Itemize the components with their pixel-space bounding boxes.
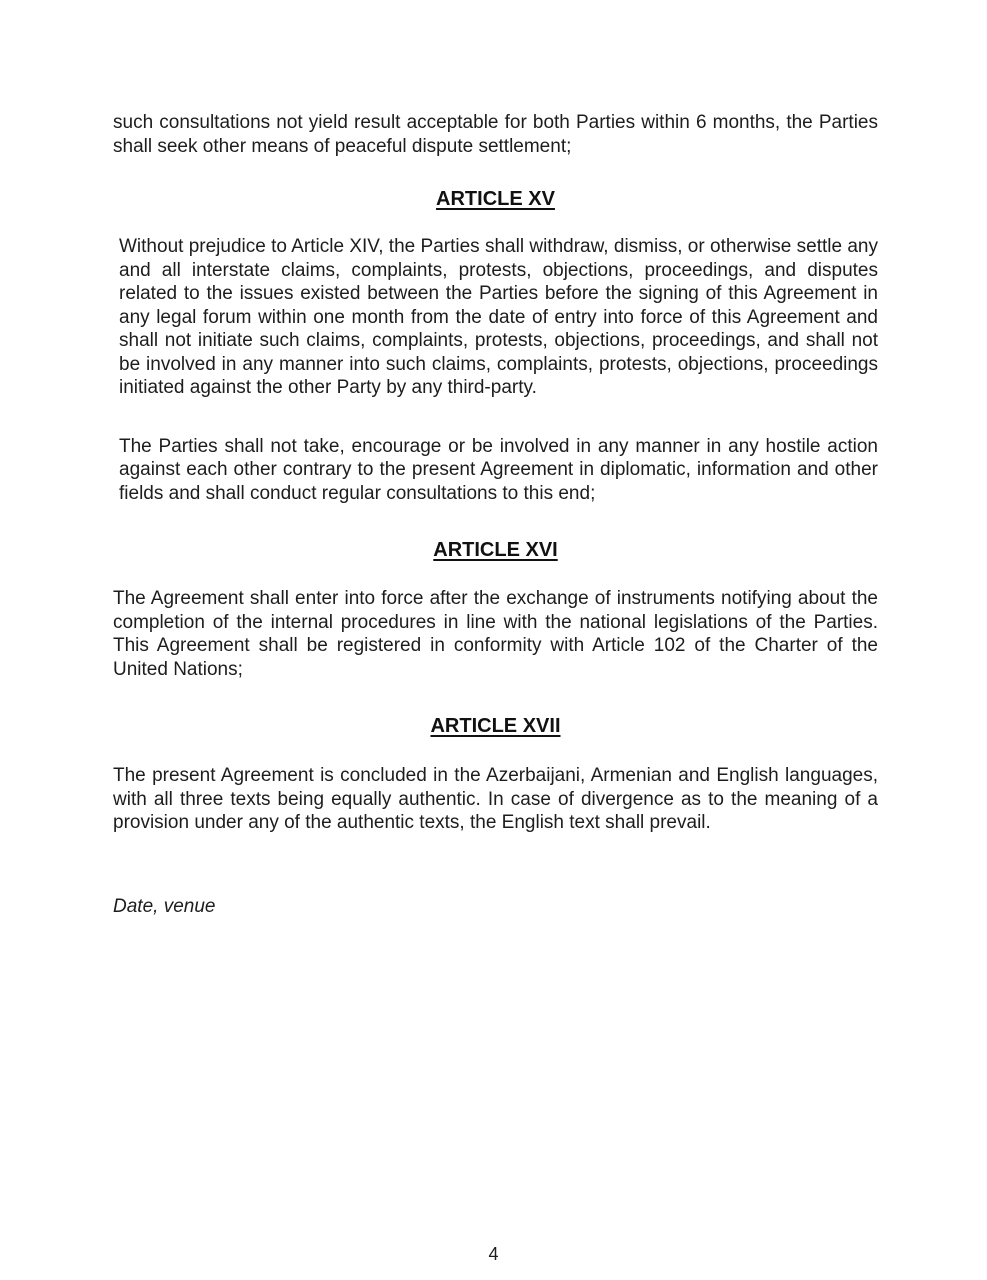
page-number: 4	[488, 1244, 499, 1264]
article-xv-heading-text: ARTICLE XV	[436, 188, 555, 210]
article-xv-heading	[113, 187, 878, 211]
article-xvi-heading	[113, 538, 878, 562]
document-body	[113, 0, 878, 918]
article-xvi-heading-text: ARTICLE XVI	[433, 539, 558, 561]
article-xvii-heading-text: ARTICLE XVII	[430, 715, 561, 737]
article-xvii-paragraph-1: The present Agreement is concluded in the Azerbaijani, Armenian and English languages, with all three texts being equally authentic. In case of divergence as to the meaning of a provision under any of the authentic texts, the English text shall prevail.	[113, 765, 878, 833]
intro-paragraph: such consultations not yield result acceptable for both Parties within 6 months, the Parties shall seek other means of peaceful dispute settlement;	[113, 112, 878, 157]
date-venue-line: Date, venue	[113, 895, 216, 917]
article-xv-paragraph-1: Without prejudice to Article XIV, the Parties shall withdraw, dismiss, or otherwise settle any and all interstate claims, complaints, protests, objections, proceedings, and disputes related to the issues existed between the Parties before the signing of this Agreement in any legal forum within one month from the date of entry into force of this Agreement and shall not initiate such claims, complaints, protests, objections, proceedings, and shall not be involved in any manner into such claims, complaints, protests, objections, proceedings initiated against the other Party by any third-party.	[119, 236, 878, 398]
article-xvii-heading	[113, 714, 878, 738]
article-xvi-paragraph-1: The Agreement shall enter into force after the exchange of instruments notifying about the completion of the internal procedures in line with the national legislations of the Parties. This Agreement shall be registered in conformity with Article 102 of the Charter of the United Nations;	[113, 588, 878, 680]
article-xv-paragraph-2: The Parties shall not take, encourage or be involved in any manner in any hostile action against each other contrary to the present Agreement in diplomatic, information and other fields and shall conduct regular consultations to this end;	[119, 435, 878, 504]
